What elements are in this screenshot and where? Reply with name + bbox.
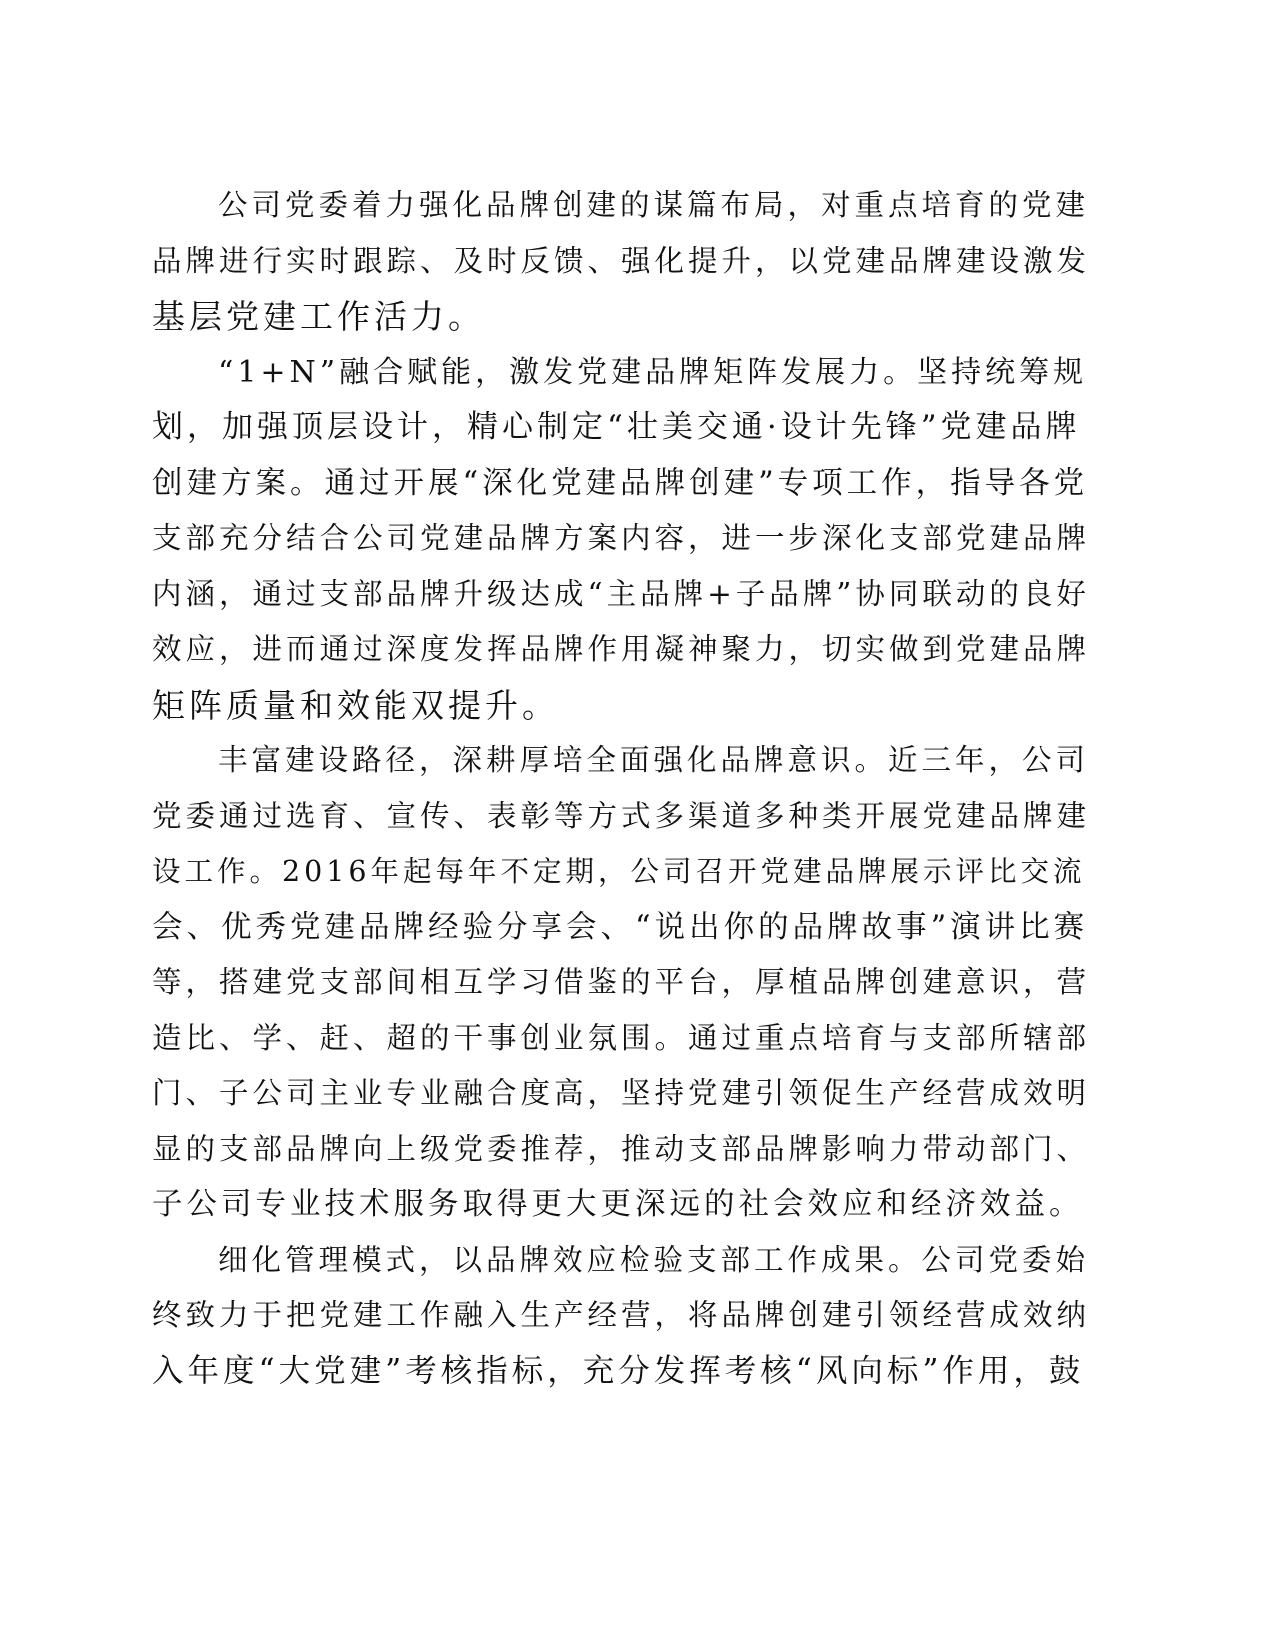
text-line: 造比、学、赶、超的干事创业氛围。通过重点培育与支部所辖部 bbox=[152, 1020, 1091, 1055]
paragraph-brand-layout bbox=[152, 178, 1092, 345]
text-line: 子公司专业技术服务取得更大更深远的社会效应和经济效益。 bbox=[152, 1187, 1084, 1222]
text-line: 入年度“大党建”考核指标，充分发挥考核“风向标”作用，鼓 bbox=[152, 1352, 1085, 1389]
text-line: “1+N”融合赋能，激发党建品牌矩阵发展力。坚持统筹规 bbox=[218, 354, 1088, 390]
text-line: 丰富建设路径，深耕厚培全面强化品牌意识。近三年，公司 bbox=[218, 743, 1090, 777]
text-line: 党委通过选育、宣传、表彰等方式多渠道多种类开展党建品牌建 bbox=[152, 798, 1091, 833]
paragraph-management-mode bbox=[152, 1233, 1092, 1400]
text-line: 公司党委着力强化品牌创建的谋篇布局，对重点培育的党建 bbox=[218, 188, 1090, 222]
text-line: 矩阵质量和效能双提升。 bbox=[152, 685, 559, 725]
text-line: 会、优秀党建品牌经验分享会、“说出你的品牌故事”演讲比赛 bbox=[152, 909, 1089, 945]
text-line: 设工作。2016年起每年不定期，公司召开党建品牌展示评比交流 bbox=[152, 855, 1086, 888]
paragraph-construction-path bbox=[152, 733, 1092, 1233]
text-line: 创建方案。通过开展“深化党建品牌创建”专项工作，指导各党 bbox=[152, 465, 1089, 501]
text-line: 细化管理模式，以品牌效应检验支部工作成果。公司党委始 bbox=[218, 1242, 1090, 1277]
text-line: 门、子公司主业专业融合度高，坚持党建引领促生产经营成效明 bbox=[152, 1076, 1091, 1110]
text-line: 终致力于把党建工作融入生产经营，将品牌创建引领经营成效纳 bbox=[152, 1298, 1091, 1332]
paragraph-1n-empowerment bbox=[152, 345, 1092, 734]
text-line: 效应，进而通过深度发挥品牌作用凝神聚力，切实做到党建品牌 bbox=[152, 632, 1091, 666]
text-line: 划，加强顶层设计，精心制定“壮美交通·设计先锋”党建品牌 bbox=[152, 409, 1081, 445]
text-line: 内涵，通过支部品牌升级达成“主品牌+子品牌”协同联动的良好 bbox=[152, 576, 1090, 611]
document-body bbox=[152, 178, 1092, 1399]
text-line: 品牌进行实时跟踪、及时反馈、强化提升，以党建品牌建设激发 bbox=[152, 243, 1091, 278]
text-line: 基层党建工作活力。 bbox=[152, 297, 485, 336]
text-line: 等，搭建党支部间相互学习借鉴的平台，厚植品牌创建意识，营 bbox=[152, 965, 1091, 999]
text-line: 显的支部品牌向上级党委推荐，推动支部品牌影响力带动部门、 bbox=[152, 1131, 1091, 1166]
text-line: 支部充分结合公司党建品牌方案内容，进一步深化支部党建品牌 bbox=[152, 521, 1091, 555]
